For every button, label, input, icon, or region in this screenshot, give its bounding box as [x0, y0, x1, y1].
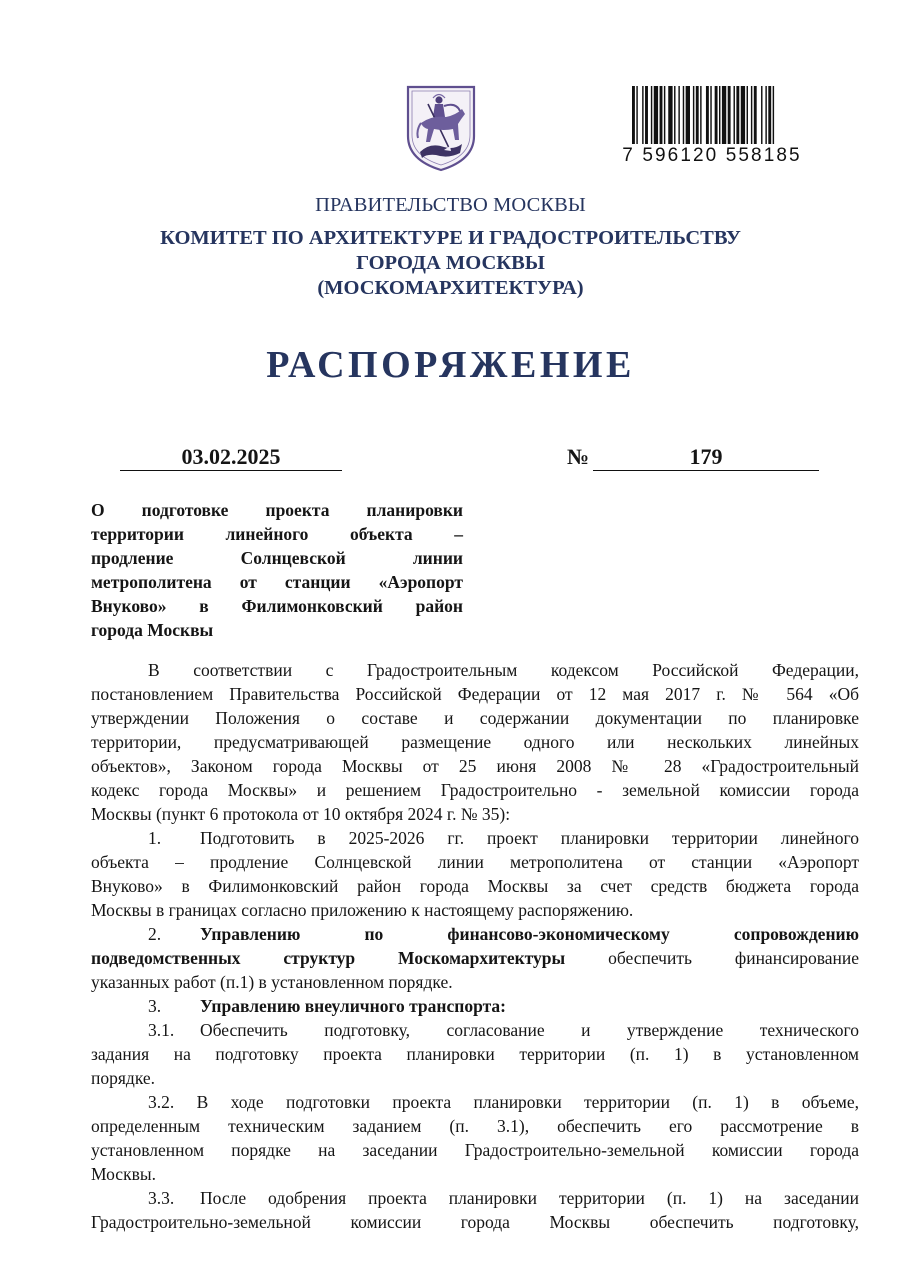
barcode-bar	[710, 86, 711, 146]
body-line: Внуково» в Филимонковский район города Москвы за счет средств бюджета города	[91, 876, 859, 896]
subject-line: города Москвы	[91, 620, 214, 640]
body-line: Градостроительно-земельной комиссии города Москвы обеспечить подготовку,	[91, 1212, 859, 1232]
barcode-bar	[706, 86, 709, 146]
barcode-bar	[651, 86, 652, 146]
body-line: установленном порядке на заседании Градостроительно-земельной комиссии города	[91, 1140, 859, 1160]
item-text: Обеспечить подготовку, согласование и утверждение технического	[200, 1020, 859, 1040]
barcode-bar	[632, 86, 635, 146]
item-text: Подготовить в 2025-2026 гг. проект планировки территории линейного	[200, 828, 859, 848]
body-line: объектов», Законом города Москвы от 25 июня 2008 № 28 «Градостроительный	[91, 756, 859, 776]
barcode-bar	[636, 86, 637, 146]
item-number: 2.	[148, 924, 162, 944]
committee-name-line: КОМИТЕТ ПО АРХИТЕКТУРЕ И ГРАДОСТРОИТЕЛЬСТВУ	[160, 227, 741, 249]
document-type-heading: РАСПОРЯЖЕНИЕ	[266, 344, 635, 386]
item-number: 3.1.	[148, 1020, 175, 1040]
item-bold-text: Управлению внеуличного транспорта:	[200, 996, 506, 1016]
body-line: Москвы (пункт 6 протокола от 10 октября 2024 г. № 35):	[91, 804, 511, 824]
body-line: объекта – продление Солнцевской линии метрополитена от станции «Аэропорт	[91, 852, 859, 872]
moscow-coat-of-arms-emblem	[404, 84, 478, 172]
barcode-bar	[722, 86, 726, 146]
item-bold-text: Управлению по финансово-экономическому сопровождению	[200, 924, 859, 944]
subject-line: Внуково» в Филимонковский район	[91, 596, 463, 616]
barcode-bar	[768, 86, 771, 146]
item-text: После одобрения проекта планировки территории (п. 1) на заседании	[200, 1188, 859, 1208]
document-date: 03.02.2025	[120, 444, 342, 471]
number-sign: №	[567, 444, 590, 469]
item-number: 3.	[148, 996, 162, 1016]
body-line: кодекс города Москвы» и решением Градостроительно - земельной комиссии города	[91, 780, 859, 800]
barcode-bar	[751, 86, 752, 146]
body-line: 3.2. В ходе подготовки проекта планировки территории (п. 1) в объеме,	[148, 1092, 859, 1112]
barcode-bar	[719, 86, 720, 146]
item-2-first-line	[91, 922, 859, 946]
barcode-bar	[660, 86, 663, 146]
barcode-bar	[674, 86, 675, 146]
body-line: постановлением Правительства Российской Федерации от 12 мая 2017 г. № 564 «Об	[91, 684, 859, 704]
barcode-bar	[678, 86, 679, 146]
document-number: 179	[593, 444, 819, 471]
barcode-bar	[747, 86, 748, 146]
barcode-bar	[664, 86, 665, 146]
barcode-bar	[773, 86, 774, 146]
body-line: Москвы.	[91, 1164, 156, 1184]
item-bold-text: подведомственных структур Москомархитектуры	[91, 948, 566, 968]
barcode-bar	[741, 86, 745, 146]
item-3-heading	[91, 994, 859, 1018]
body-line: утверждении Положения о составе и содержании документации по планировке	[91, 708, 859, 728]
subject-line: метрополитена от станции «Аэропорт	[91, 572, 463, 592]
barcode-bar	[668, 86, 672, 146]
item-2-second-line	[91, 946, 859, 970]
committee-name-line: ГОРОДА МОСКВЫ	[356, 252, 545, 274]
barcode-bar	[736, 86, 739, 146]
item-1-first-line	[91, 826, 859, 850]
barcode-bar	[754, 86, 757, 146]
subject-line: территории линейного объекта –	[91, 524, 463, 544]
body-line: указанных работ (п.1) в установленном порядке.	[91, 972, 453, 992]
subject-line: продление Солнцевской линии	[91, 548, 463, 568]
item-number: 3.3.	[148, 1188, 175, 1208]
item-3-1-first-line	[91, 1018, 859, 1042]
barcode-bar	[765, 86, 766, 146]
barcode-number: 7 596120 558185	[614, 144, 810, 168]
barcode-bar	[728, 86, 731, 146]
document-subject	[91, 498, 463, 642]
item-number: 1.	[148, 828, 162, 848]
body-line: определенным техническим заданием (п. 3.1), обеспечить его рассмотрение в	[91, 1116, 859, 1136]
barcode-bar	[645, 86, 648, 146]
item-text: обеспечить финансирование	[608, 948, 859, 968]
body-line: В соответствии с Градостроительным кодексом Российской Федерации,	[148, 660, 859, 680]
barcode-bar	[734, 86, 735, 146]
body-line: задания на подготовку проекта планировки территории (п. 1) в установленном	[91, 1044, 859, 1064]
government-name: ПРАВИТЕЛЬСТВО МОСКВЫ	[315, 194, 586, 216]
barcode-bar	[683, 86, 684, 146]
committee-abbreviation: (МОСКОМАРХИТЕКТУРА)	[317, 277, 584, 299]
barcode-bar	[761, 86, 762, 146]
barcode-bar	[654, 86, 658, 146]
body-line: территории, предусматривающей размещение одного или нескольких линейных	[91, 732, 859, 752]
document-body	[91, 658, 859, 1234]
barcode-bar	[700, 86, 701, 146]
subject-line: О подготовке проекта планировки	[91, 500, 463, 520]
barcode-bar	[686, 86, 690, 146]
barcode-bar	[693, 86, 694, 146]
item-3-3-first-line	[91, 1186, 859, 1210]
barcode-bar	[696, 86, 699, 146]
barcode-bar	[642, 86, 643, 146]
body-line: порядке.	[91, 1068, 156, 1088]
barcode-bar	[715, 86, 718, 146]
body-line: Москвы в границах согласно приложению к настоящему распоряжению.	[91, 900, 634, 920]
